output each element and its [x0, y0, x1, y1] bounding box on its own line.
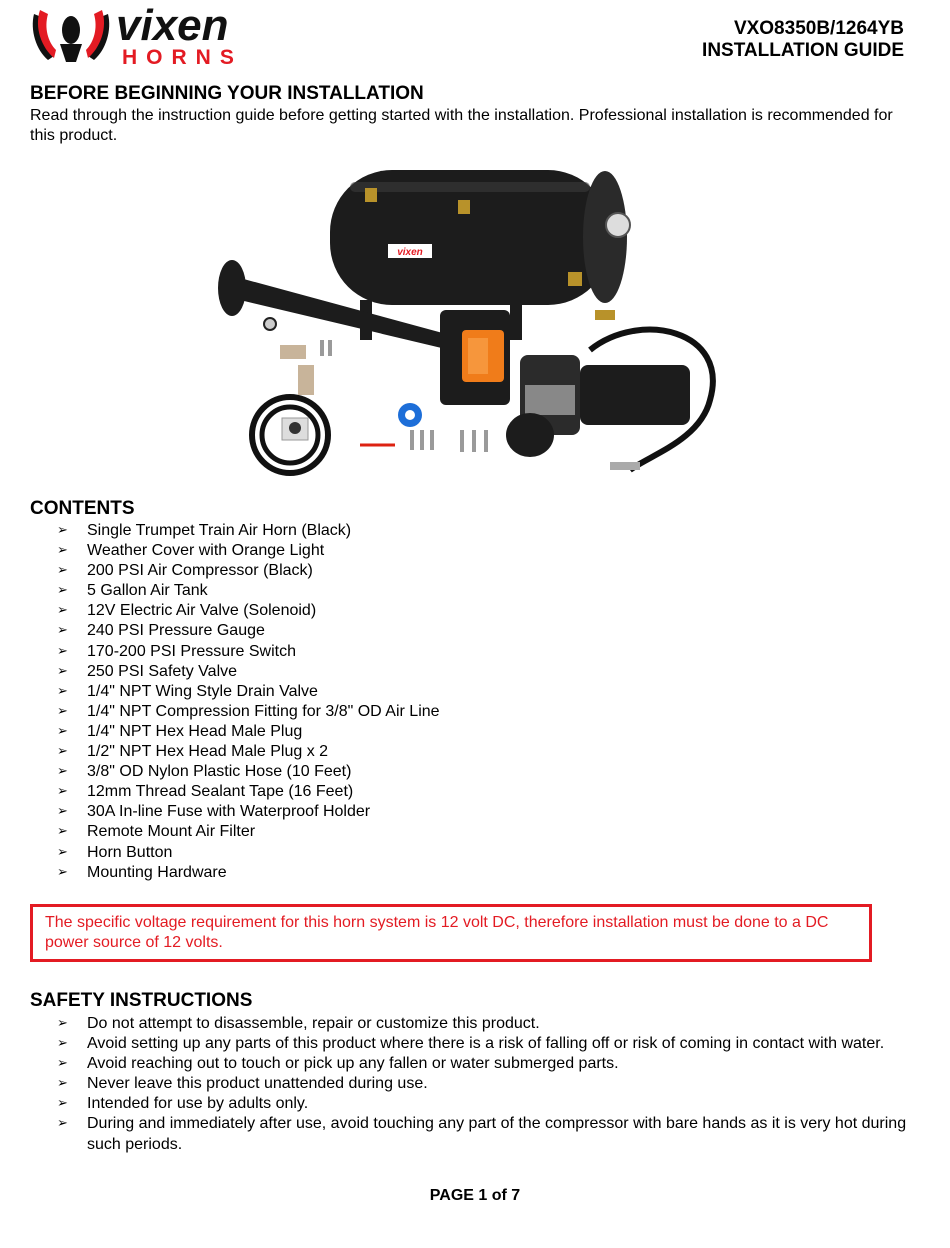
contents-item-text: 1/4" NPT Compression Fitting for 3/8" OD Air Line: [87, 702, 440, 720]
contents-item: [57, 621, 440, 641]
contents-item-text: Single Trumpet Train Air Horn (Black): [87, 522, 352, 539]
bullet-arrow-icon: ➢: [57, 723, 68, 739]
contents-item: [57, 782, 440, 802]
contents-item: [57, 601, 440, 621]
contents-item-text: 1/4" NPT Wing Style Drain Valve: [87, 682, 318, 700]
safety-item-text: During and immediately after use, avoid touching any part of the compressor with bare hands as it is very hot during such periods.: [87, 1115, 907, 1153]
voltage-warning-text: The specific voltage requirement for this horn system is 12 volt DC, therefore installation must be done to a DC power source of 12 volts.: [45, 914, 829, 951]
bullet-arrow-icon: ➢: [57, 1056, 68, 1072]
bullet-arrow-icon: ➢: [57, 764, 68, 780]
bullet-arrow-icon: ➢: [57, 663, 68, 679]
voltage-warning-box: [30, 904, 872, 962]
safety-item-text: Never leave this product unattended during use.: [87, 1075, 428, 1093]
contents-item: [57, 822, 440, 842]
safety-item-text: Do not attempt to disassemble, repair or customize this product.: [87, 1015, 540, 1032]
contents-list: [57, 521, 440, 883]
contents-item-text: 250 PSI Safety Valve: [87, 662, 238, 680]
contents-item-text: 170-200 PSI Pressure Switch: [87, 642, 296, 660]
safety-item-text: Intended for use by adults only.: [87, 1095, 309, 1113]
contents-item: [57, 642, 440, 662]
intro-heading: BEFORE BEGINNING YOUR INSTALLATION: [30, 83, 424, 104]
contents-item: [57, 843, 440, 863]
model-number: VXO8350B/1264YB: [733, 18, 904, 39]
contents-item-text: 30A In-line Fuse with Waterproof Holder: [87, 803, 371, 821]
safety-item-text: Avoid setting up any parts of this product where there is a risk of falling off or risk of coming in contact with water.: [87, 1035, 885, 1053]
contents-heading: CONTENTS: [30, 498, 135, 519]
bullet-arrow-icon: ➢: [57, 744, 68, 760]
bullet-arrow-icon: ➢: [57, 1036, 68, 1052]
safety-item: [57, 1114, 907, 1154]
safety-item: [57, 1074, 907, 1094]
bullet-arrow-icon: ➢: [57, 784, 68, 800]
bullet-arrow-icon: ➢: [57, 864, 68, 880]
document-title: INSTALLATION GUIDE: [702, 40, 904, 61]
contents-item-text: Weather Cover with Orange Light: [87, 542, 325, 560]
safety-item-text: Avoid reaching out to touch or pick up any fallen or water submerged parts.: [87, 1055, 619, 1073]
bullet-arrow-icon: ➢: [57, 824, 68, 840]
contents-item-text: 200 PSI Air Compressor (Black): [87, 562, 313, 580]
contents-item: [57, 561, 440, 581]
bullet-arrow-icon: ➢: [57, 523, 68, 538]
bullet-arrow-icon: ➢: [57, 804, 68, 820]
bullet-arrow-icon: ➢: [57, 1116, 68, 1132]
product-photo: [210, 160, 730, 480]
bullet-arrow-icon: ➢: [57, 683, 68, 699]
vixen-horns-logo: [30, 0, 280, 70]
bullet-arrow-icon: ➢: [57, 623, 68, 639]
safety-item: [57, 1014, 907, 1034]
contents-item: [57, 702, 440, 722]
contents-item: [57, 722, 440, 742]
bullet-arrow-icon: ➢: [57, 583, 68, 599]
bullet-arrow-icon: ➢: [57, 1076, 68, 1092]
safety-heading: SAFETY INSTRUCTIONS: [30, 990, 253, 1011]
contents-item-text: Horn Button: [87, 843, 173, 861]
contents-item: [57, 742, 440, 762]
contents-item: [57, 863, 440, 883]
contents-item: [57, 581, 440, 601]
contents-item-text: 1/4" NPT Hex Head Male Plug: [87, 722, 303, 740]
contents-item-text: 3/8" OD Nylon Plastic Hose (10 Feet): [87, 763, 352, 781]
safety-item: [57, 1034, 907, 1054]
contents-item: [57, 682, 440, 702]
bullet-arrow-icon: ➢: [57, 543, 68, 559]
contents-item: [57, 662, 440, 682]
intro-text: Read through the instruction guide before getting started with the installation. Professional installation is recommended for this product.: [30, 107, 893, 144]
bullet-arrow-icon: ➢: [57, 844, 68, 860]
contents-item: [57, 541, 440, 561]
contents-item: [57, 762, 440, 782]
compressor-illustration: [506, 330, 713, 470]
bullet-arrow-icon: ➢: [57, 643, 68, 659]
bullet-arrow-icon: ➢: [57, 1016, 68, 1031]
document-header: [702, 18, 904, 62]
tank-badge: vixen: [397, 247, 423, 258]
contents-item: [57, 521, 440, 541]
page-number: PAGE 1 of 7: [429, 1187, 521, 1204]
bullet-arrow-icon: ➢: [57, 603, 68, 619]
logo-subword: HORNS: [122, 46, 243, 69]
safety-list: [57, 1014, 907, 1155]
contents-item-text: 12mm Thread Sealant Tape (16 Feet): [87, 783, 354, 801]
contents-item-text: Remote Mount Air Filter: [87, 823, 256, 841]
contents-item-text: Mounting Hardware: [87, 863, 227, 881]
bullet-arrow-icon: ➢: [57, 1096, 68, 1112]
contents-item-text: 240 PSI Pressure Gauge: [87, 622, 265, 640]
bullet-arrow-icon: ➢: [57, 563, 68, 579]
bullet-arrow-icon: ➢: [57, 703, 68, 719]
contents-item-text: 12V Electric Air Valve (Solenoid): [87, 602, 317, 620]
contents-item-text: 5 Gallon Air Tank: [87, 582, 208, 600]
safety-item: [57, 1094, 907, 1114]
contents-item: [57, 802, 440, 822]
contents-item-text: 1/2" NPT Hex Head Male Plug x 2: [87, 743, 329, 761]
safety-item: [57, 1054, 907, 1074]
logo-wordmark: vixen: [116, 1, 229, 50]
